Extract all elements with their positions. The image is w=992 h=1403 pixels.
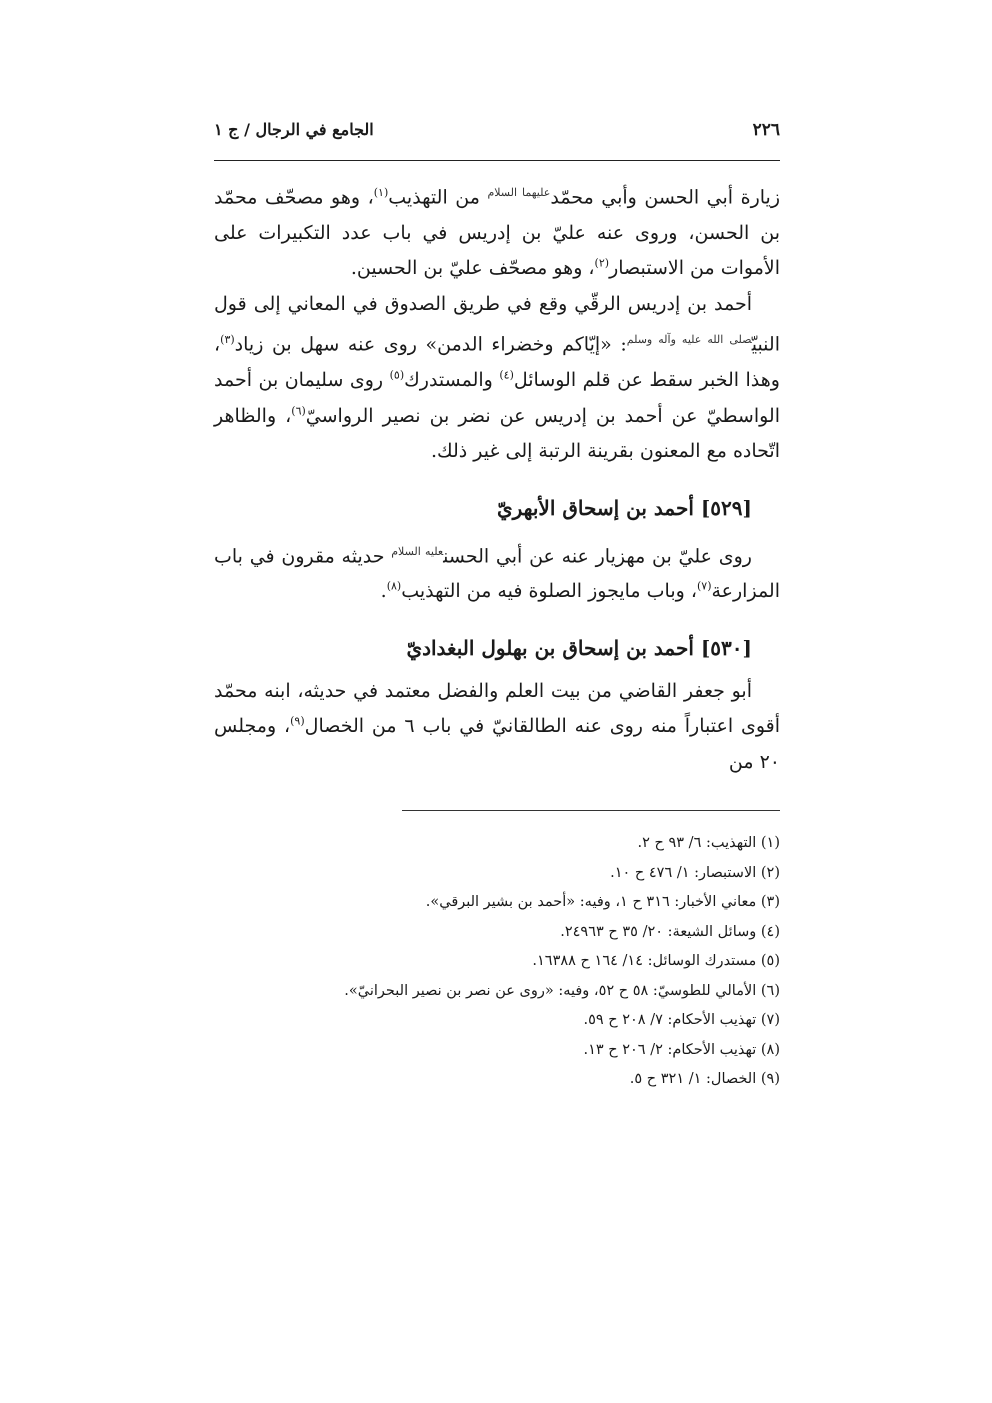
text-run: روى عليّ بن مهزيار عنه عن أبي الحسن <box>443 544 752 567</box>
footnote-item: (٨) تهذيب الأحكام: ٢/ ٢٠٦ ح ١٣. <box>583 1041 780 1058</box>
text-run: من التهذيب <box>388 186 488 209</box>
text-run: . <box>380 580 387 603</box>
footnote-item: (٩) الخصال: ١/ ٣٢١ ح ٥. <box>629 1071 780 1088</box>
text-run: أحمد بن إدريس الرقّي وقع في طريق الصدوق في المعاني إلى قول النبيّ <box>214 292 780 356</box>
header-divider <box>214 160 780 161</box>
footnote-divider <box>402 810 780 811</box>
footnote-ref-4[interactable]: (٤) <box>499 368 514 382</box>
footnote-item: (٥) مستدرك الوسائل: ١٤/ ١٦٤ ح ١٦٣٨٨. <box>532 953 780 970</box>
running-title: الجامع في الرجال / ج ١ <box>214 120 374 139</box>
honorific-glyph: صلى الله عليه وآله وسلم <box>626 333 752 347</box>
text-run: حديثه مقرون في باب المزارعة <box>214 544 780 603</box>
intro-paragraph-2 <box>214 287 780 470</box>
footnote-ref-3[interactable]: (٣) <box>220 333 235 347</box>
footnote-item: (٢) الاستبصار: ١/ ٤٧٦ ح ١٠. <box>610 864 780 881</box>
honorific-glyph: عليهما السلام <box>487 186 551 199</box>
entry-body-529 <box>214 534 780 610</box>
footnote-item: (٦) الأمالي للطوسيّ: ٥٨ ح ٥٢، وفيه: «روى عن نصر بن نصير البحرانيّ». <box>344 982 780 999</box>
text-run: والمستدرك <box>404 369 500 392</box>
text-run: ، وهو مصحّف عليّ بن الحسين. <box>350 257 595 280</box>
text-run: : «إيّاكم وخضراء الدمن» روى عنه سهل بن زياد <box>234 333 627 356</box>
text-run: ، وهو مصحّف محمّد بن الحسن، وروى عنه عليّ بن إدريس في باب عدد التكبيرات على الأموات من الاستبصار <box>214 186 780 280</box>
footnote-ref-9[interactable]: (٩) <box>290 715 305 729</box>
text-run: روى سليمان بن أحمد الواسطيّ عن أحمد بن إدريس عن نضر بن نصير الرواسيّ <box>214 369 780 427</box>
footnote-ref-1[interactable]: (١) <box>373 186 389 199</box>
footnotes-list <box>214 829 780 1095</box>
entry-heading-530: [٥٣٠] أحمد بن إسحاق بن بهلول البغداديّ <box>406 635 752 660</box>
honorific-glyph: عليه السلام <box>391 544 444 558</box>
footnote-item: (٣) معاني الأخبار: ٣١٦ ح ١، وفيه: «أحمد بن بشير البرقي». <box>425 894 780 911</box>
footnote-ref-6[interactable]: (٦) <box>291 404 306 418</box>
text-run: ، وباب مايجوز الصلوة فيه من التهذيب <box>401 580 697 603</box>
footnote-ref-8[interactable]: (٨) <box>386 580 402 594</box>
text-run: ، وهذا الخبر سقط عن قلم الوسائل <box>214 333 780 392</box>
footnote-ref-2[interactable]: (٢) <box>594 257 610 270</box>
footnote-item: (٤) وسائل الشيعة: ٢٠/ ٣٥ ح ٢٤٩٦٣. <box>560 923 780 940</box>
footnote-ref-5[interactable]: (٥) <box>389 368 405 382</box>
footnote-ref-7[interactable]: (٧) <box>696 580 712 594</box>
text-run: زيارة أبي الحسن وأبي محمّد <box>550 186 780 209</box>
text-run: ، والظاهر اتّحاده مع المعنون بقرينة الرتبة إلى غير ذلك. <box>214 404 780 463</box>
text-run: أبو جعفر القاضي من بيت العلم والفضل معتمد في حديثه، ابنه محمّد أقوى اعتباراً منه روى عنه الطالقانيّ في باب ٦ من الخصال <box>214 679 781 738</box>
intro-paragraph-1 <box>214 175 780 287</box>
text-run: ، ومجلس ٢٠ من <box>214 715 780 773</box>
entry-body-530 <box>214 674 780 781</box>
running-header <box>214 120 780 160</box>
page-number: ٢٢٦ <box>752 120 780 140</box>
book-page <box>214 120 780 1095</box>
footnote-item: (٧) تهذيب الأحكام: ٧/ ٢٠٨ ح ٥٩. <box>583 1012 780 1029</box>
footnote-item: (١) التهذيب: ٦/ ٩٣ ح ٢. <box>637 835 780 852</box>
entry-heading-529: [٥٢٩] أحمد بن إسحاق الأبهريّ <box>496 495 752 520</box>
